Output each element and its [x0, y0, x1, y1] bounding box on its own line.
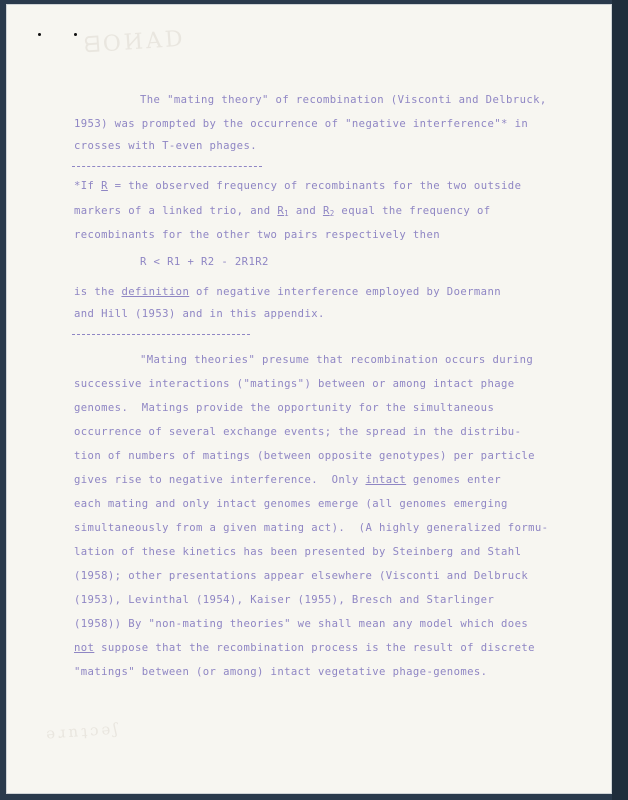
background-edge	[612, 0, 628, 800]
footnote-line-3: recombinants for the other two pairs respectively then	[74, 229, 441, 241]
paragraph-2-line-10: (1958); other presentations appear elsewhere (Visconti and Delbruck	[74, 570, 529, 582]
paragraph-1-line-2: 1953) was prompted by the occurrence of "negative interference"* in	[74, 118, 529, 130]
bleed-through-mark: ᗺOИAD	[83, 26, 187, 59]
paragraph-2-line-4: occurrence of several exchange events; the spread in the distribu-	[74, 426, 522, 438]
paragraph-2-line-9: lation of these kinetics has been presented by Steinberg and Stahl	[74, 546, 522, 558]
punch-dot	[38, 33, 41, 36]
punch-dot	[74, 33, 77, 36]
paragraph-2-line-7: each mating and only intact genomes emerge (all genomes emerging	[74, 498, 508, 510]
paragraph-2-line-14: "matings" between (or among) intact vegetative phage-genomes.	[74, 666, 488, 678]
footnote-line-5: and Hill (1953) and in this appendix.	[74, 308, 325, 320]
document-page	[6, 4, 612, 794]
paragraph-2-line-1: "Mating theories" presume that recombination occurs during	[140, 354, 534, 366]
paragraph-2-line-12: (1958)) By "non-mating theories" we shall mean any model which does	[74, 618, 529, 630]
footnote-separator	[72, 166, 262, 167]
paragraph-1-line-3: crosses with T-even phages.	[74, 140, 258, 152]
bleed-through-mark: ǝɹnʇɔǝʃ	[45, 719, 121, 743]
footnote-line-2: markers of a linked trio, and $R_1$ and $R_2$ equal the frequency of	[74, 205, 491, 218]
paragraph-2-line-13: not suppose that the recombination process is the result of discrete	[74, 642, 535, 654]
paragraph-2-line-11: (1953), Levinthal (1954), Kaiser (1955), Bresch and Starlinger	[74, 594, 495, 606]
footnote-line-1: *If R = the observed frequency of recombinants for the two outside	[74, 180, 522, 192]
footnote-line-4: is the definition of negative interference employed by Doermann	[74, 286, 502, 298]
paragraph-2-line-8: simultaneously from a given mating act). (A highly generalized formu-	[74, 522, 549, 534]
paragraph-2-line-3: genomes. Matings provide the opportunity for the simultaneous	[74, 402, 495, 414]
paragraph-2-line-5: tion of numbers of matings (between opposite genotypes) per particle	[74, 450, 535, 462]
paragraph-2-line-6: gives rise to negative interference. Only intact genomes enter	[74, 474, 502, 486]
footnote-equation: R < R1 + R2 - 2R1R2	[140, 256, 269, 268]
paragraph-2-line-2: successive interactions ("matings") between or among intact phage	[74, 378, 515, 390]
footnote-separator	[72, 334, 250, 335]
paragraph-1-line-1: The "mating theory" of recombination (Visconti and Delbruck,	[140, 94, 547, 106]
